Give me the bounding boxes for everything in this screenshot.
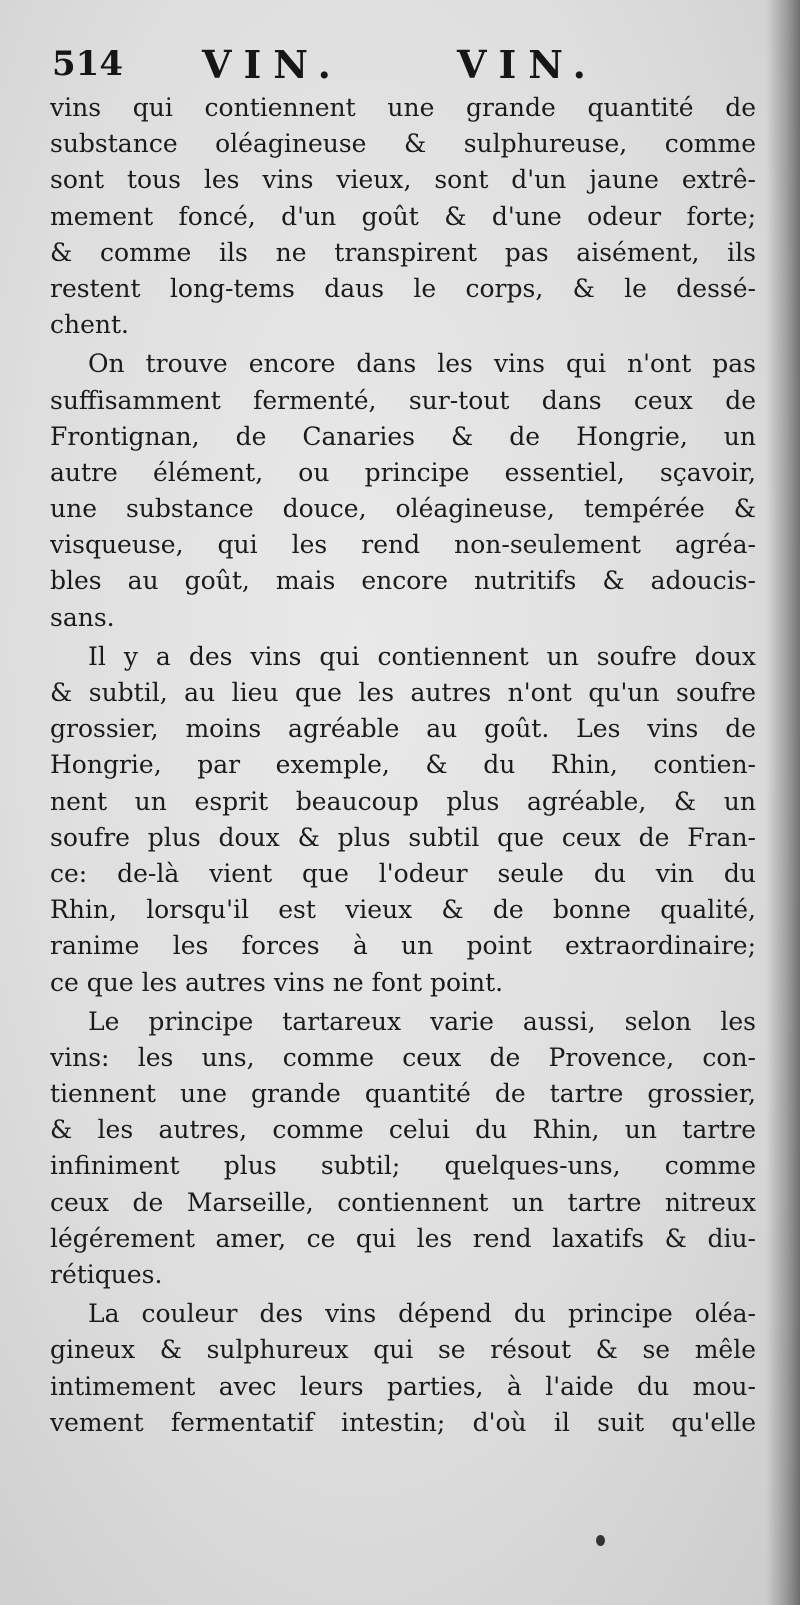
text-line: Il y a des vins qui contiennent un soufre doux xyxy=(88,641,756,671)
text-line: & comme ils ne transpirent pas aisément, ils xyxy=(50,237,756,267)
page-gutter-shadow xyxy=(766,0,800,1605)
text-line: vement fermentatif intestin; d'où il suit qu'elle xyxy=(50,1407,756,1437)
text-line: Frontignan, de Canaries & de Hongrie, un xyxy=(50,421,756,451)
text-line: légérement amer, ce qui les rend laxatifs & diu- xyxy=(50,1223,756,1253)
text-line: mement foncé, d'un goût & d'une odeur forte; xyxy=(50,201,756,231)
text-line: ranime les forces à un point extraordinaire; xyxy=(50,931,756,961)
text-line: sont tous les vins vieux, sont d'un jaune extrê- xyxy=(50,165,756,195)
text-line: tiennent une grande quantité de tartre grossier, xyxy=(50,1079,756,1109)
text-line: autre élément, ou principe essentiel, sçavoir, xyxy=(50,457,756,487)
text-line: On trouve encore dans les vins qui n'ont pas xyxy=(88,349,756,379)
page-header xyxy=(52,42,752,92)
text-line: gineux & sulphureux qui se résout & se mêle xyxy=(50,1335,756,1365)
page-number: 514 xyxy=(52,44,123,84)
body-text xyxy=(50,90,756,1441)
text-line: infiniment plus subtil; quelques-uns, comme xyxy=(50,1151,756,1181)
running-head-right: VIN. xyxy=(457,42,598,87)
text-line: chent. xyxy=(50,310,129,340)
text-line: vins qui contiennent une grande quantité de xyxy=(50,93,756,122)
text-line: une substance douce, oléagineuse, tempérée & xyxy=(50,494,756,524)
paragraph xyxy=(50,90,756,343)
paragraph xyxy=(50,1004,756,1294)
text-line: rétiques. xyxy=(50,1260,163,1289)
text-line: ce: de-là vient que l'odeur seule du vin du xyxy=(50,858,756,888)
text-line: vins: les uns, comme ceux de Provence, con- xyxy=(50,1042,756,1072)
text-line: La couleur des vins dépend du principe oléa- xyxy=(88,1299,756,1329)
text-line: soufre plus doux & plus subtil que ceux de Fran- xyxy=(50,822,756,852)
paragraph xyxy=(50,1296,756,1441)
text-line: ce que les autres vins ne font point. xyxy=(50,967,504,997)
text-line: Rhin, lorsqu'il est vieux & de bonne qualité, xyxy=(50,895,756,925)
text-line: & subtil, au lieu que les autres n'ont qu'un soufre xyxy=(50,678,756,707)
text-line: substance oléagineuse & sulphureuse, comme xyxy=(50,129,756,159)
ink-dot-ornament xyxy=(596,1535,605,1546)
text-line: ceux de Marseille, contiennent un tartre nitreux xyxy=(50,1187,756,1217)
paragraph xyxy=(50,639,756,1001)
text-line: nent un esprit beaucoup plus agréable, & un xyxy=(50,786,756,816)
text-line: intimement avec leurs parties, à l'aide du mou- xyxy=(50,1371,756,1401)
text-line: Hongrie, par exemple, & du Rhin, contien- xyxy=(50,750,756,780)
text-line: suffisamment fermenté, sur-tout dans ceux de xyxy=(50,385,756,415)
text-line: & les autres, comme celui du Rhin, un tartre xyxy=(50,1115,756,1145)
text-line: Le principe tartareux varie aussi, selon les xyxy=(88,1006,756,1036)
text-line: bles au goût, mais encore nutritifs & adoucis- xyxy=(50,566,756,596)
text-line: visqueuse, qui les rend non-seulement agréa- xyxy=(50,530,756,560)
text-line: restent long-tems daus le corps, & le dessé- xyxy=(50,273,756,303)
paragraph xyxy=(50,346,756,636)
text-line: sans. xyxy=(50,602,115,632)
text-line: grossier, moins agréable au goût. Les vins de xyxy=(50,714,756,744)
running-head-left: VIN. xyxy=(202,42,343,87)
